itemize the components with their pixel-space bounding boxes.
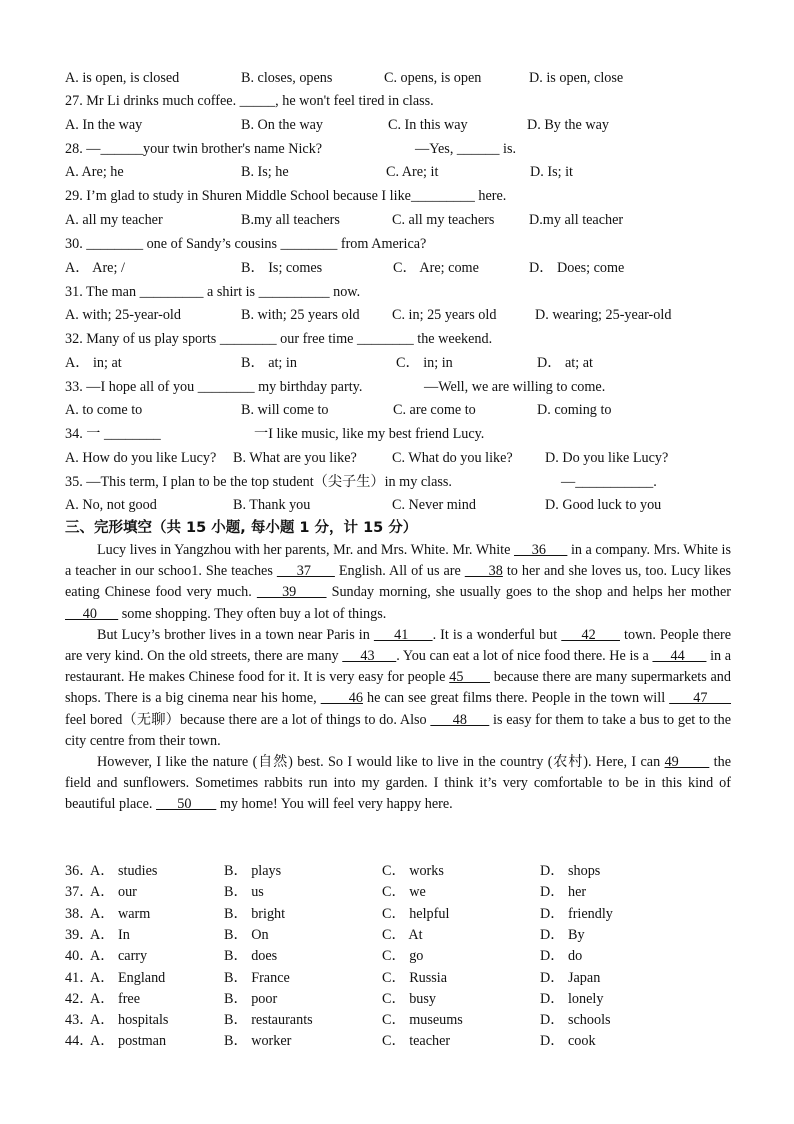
blank-47: 47 (669, 690, 732, 707)
option-a: A. In the way (65, 117, 143, 133)
answer-option-a: A． our (90, 884, 137, 901)
option-c: C. Never mind (392, 497, 476, 513)
option-c: C． Are; come (393, 260, 479, 276)
answer-option-b: B． worker (224, 1033, 292, 1050)
option-c: C. in; 25 years old (392, 307, 497, 323)
question-33-stem: 33. —I hope all of you ________ my birthday party. (65, 379, 363, 395)
answer-option-b: B． France (224, 969, 290, 986)
option-a: A． in; at (65, 355, 122, 371)
answer-option-c: C． At (382, 926, 423, 943)
answer-number: 42． (65, 990, 94, 1007)
answer-option-d: D． cook (540, 1033, 596, 1050)
passage-paragraph-3: However, I like the nature (自然) best. So I would like to live in the country (农村). Here, I can 49 the field and sunflowers. Sometimes rabbits run into my garden. I think it’s very comfortable to be in this kind of beautiful place. 50 my home! You will feel very happy here. (65, 754, 732, 813)
answer-option-b: B． bright (224, 905, 286, 922)
option-c: C. Are; it (386, 164, 439, 180)
option-d: D. By the way (527, 117, 609, 133)
option-a: A. No, not good (65, 497, 157, 513)
blank-46: 46 (320, 690, 363, 707)
option-c: C. opens, is open (384, 70, 482, 86)
answer-option-c: C． teacher (382, 1033, 451, 1050)
question-31-stem: 31. The man _________ a shirt is __________ now. (65, 284, 361, 300)
question-28-stem: 28. —______your twin brother's name Nick? (65, 141, 323, 157)
option-d: D． Does; come (529, 260, 625, 276)
answer-option-a: A． In (90, 926, 130, 943)
answer-number: 43． (65, 1012, 94, 1029)
question-29-stem: 29. I’m glad to study in Shuren Middle School because I like_________ here. (65, 188, 507, 204)
blank-49: 49 (664, 754, 710, 771)
answer-option-b: B． On (224, 926, 269, 943)
answer-number: 36． (65, 863, 94, 879)
answer-number: 40． (65, 948, 94, 965)
answer-number: 38． (65, 905, 94, 922)
option-a: A. How do you like Lucy? (65, 450, 217, 466)
blank-43: 43 (342, 648, 397, 665)
blank-37: 37 (276, 563, 335, 580)
question-34-stem: 34. 一 ________ (65, 426, 161, 442)
option-b: B. Thank you (233, 497, 311, 513)
answer-option-c: C． helpful (382, 905, 450, 922)
answer-option-c: C． Russia (382, 969, 448, 986)
section-title: 三、完形填空（共 15 小题, 每小题 1 分，计 15 分） (65, 520, 418, 536)
option-c: C. In this way (388, 117, 468, 133)
blank-39: 39 (256, 584, 327, 601)
answer-option-c: C． we (382, 884, 426, 901)
answer-number: 39． (65, 926, 94, 943)
answer-option-b: B． does (224, 948, 278, 965)
answer-option-c: C． works (382, 863, 444, 879)
option-b: B.my all teachers (241, 212, 340, 228)
blank-44: 44 (652, 648, 707, 665)
option-d: D. Do you like Lucy? (545, 450, 669, 466)
answer-option-b: B． plays (224, 863, 282, 879)
answer-option-d: D． her (540, 884, 587, 901)
answer-option-c: C． go (382, 948, 424, 965)
answer-option-d: D． friendly (540, 905, 613, 922)
answer-number: 44． (65, 1033, 94, 1050)
blank-36: 36 (513, 542, 568, 558)
option-a: A. is open, is closed (65, 70, 180, 86)
option-b: B. with; 25 years old (241, 307, 360, 323)
option-b: B. What are you like? (233, 450, 357, 466)
option-a: A． Are; / (65, 260, 125, 276)
question-33-reply: —Well, we are willing to come. (424, 379, 606, 395)
question-34-reply: 一I like music, like my best friend Lucy. (254, 426, 485, 442)
answer-number: 37． (65, 884, 94, 901)
option-d: D. wearing; 25-year-old (535, 307, 672, 323)
question-35-stem: 35. —This term, I plan to be the top student（尖子生）in my class. (65, 474, 452, 490)
blank-50: 50 (156, 796, 217, 813)
answer-option-b: B． us (224, 884, 264, 901)
option-d: D. Is; it (530, 164, 573, 180)
answer-option-c: C． busy (382, 990, 436, 1007)
answer-option-b: B． restaurants (224, 1012, 313, 1029)
option-a: A. all my teacher (65, 212, 163, 228)
passage-paragraph-2: But Lucy’s brother lives in a town near Paris in 41 . It is a wonderful but 42 town. People there are very kind. On the old streets, there are many 43 . You can eat a lot of nice food there. He is a 44 in a restaurant. He makes Chinese food for it. It is very easy for people 45 because there are many supermarkets and shops. There is a big cinema near his home, 46 he can see great films there. People in the town will 47 feel bored（无聊）because there are a lot of things to do. Also 48 is easy for them to take a bus to get to the city centre from their town. (65, 626, 732, 749)
cloze-passage (65, 540, 731, 816)
option-b: B. On the way (241, 117, 323, 133)
question-35-reply: —___________. (561, 474, 657, 490)
blank-38: 38 (464, 563, 503, 580)
blank-42: 42 (561, 626, 620, 643)
option-c: C. all my teachers (392, 212, 495, 228)
option-c: C. What do you like? (392, 450, 513, 466)
blank-45: 45 (449, 669, 490, 686)
answer-option-b: B． poor (224, 990, 278, 1007)
option-b: B． at; in (241, 355, 297, 371)
answer-number: 41． (65, 969, 94, 986)
answer-option-a: A． England (90, 969, 166, 986)
option-b: B. closes, opens (241, 70, 333, 86)
passage-paragraph-1: Lucy lives in Yangzhou with her parents, Mr. and Mrs. White. Mr. White 36 in a company. Mrs. White is a teacher in our schoo1. She teaches 37 English. All of us are 38 to her and she loves us, too. Lucy likes eating Chinese food very much. 39 Sunday morning, she usually goes to the shop and helps her mother 40 some shopping. They often buy a lot of things. (65, 542, 732, 622)
answer-option-d: D． schools (540, 1012, 611, 1029)
blank-48: 48 (430, 711, 490, 728)
option-a: A. Are; he (65, 164, 124, 180)
option-c: C． in; in (396, 355, 453, 371)
answer-option-a: A． free (90, 990, 141, 1007)
answer-option-a: A． hospitals (90, 1012, 169, 1029)
option-d: D. coming to (537, 402, 612, 418)
blank-40: 40 (65, 605, 119, 622)
option-b: B． Is; comes (241, 260, 323, 276)
option-d: D. Good luck to you (545, 497, 662, 513)
option-b: B. will come to (241, 402, 329, 418)
option-b: B. Is; he (241, 164, 289, 180)
option-a: A. to come to (65, 402, 143, 418)
question-28-reply: —Yes, ______ is. (415, 141, 517, 157)
answer-option-a: A． carry (90, 948, 148, 965)
answer-option-a: A． studies (90, 863, 158, 879)
option-d: D． at; at (537, 355, 593, 371)
answer-option-a: A． warm (90, 905, 151, 922)
answer-option-d: D． do (540, 948, 583, 965)
question-30-stem: 30. ________ one of Sandy’s cousins ________ from America? (65, 236, 427, 252)
option-d: D. is open, close (529, 70, 624, 86)
answer-option-d: D． By (540, 926, 585, 943)
option-a: A. with; 25-year-old (65, 307, 181, 323)
question-27-stem: 27. Mr Li drinks much coffee. _____, he won't feel tired in class. (65, 93, 434, 109)
answer-option-d: D． lonely (540, 990, 604, 1007)
blank-41: 41 (373, 626, 433, 643)
answer-option-a: A． postman (90, 1033, 167, 1050)
option-c: C. are come to (393, 402, 476, 418)
answer-option-d: D． Japan (540, 969, 601, 986)
option-d: D.my all teacher (529, 212, 624, 228)
answer-option-c: C． museums (382, 1012, 463, 1029)
answer-option-d: D． shops (540, 863, 601, 879)
question-32-stem: 32. Many of us play sports ________ our free time ________ the weekend. (65, 331, 493, 347)
